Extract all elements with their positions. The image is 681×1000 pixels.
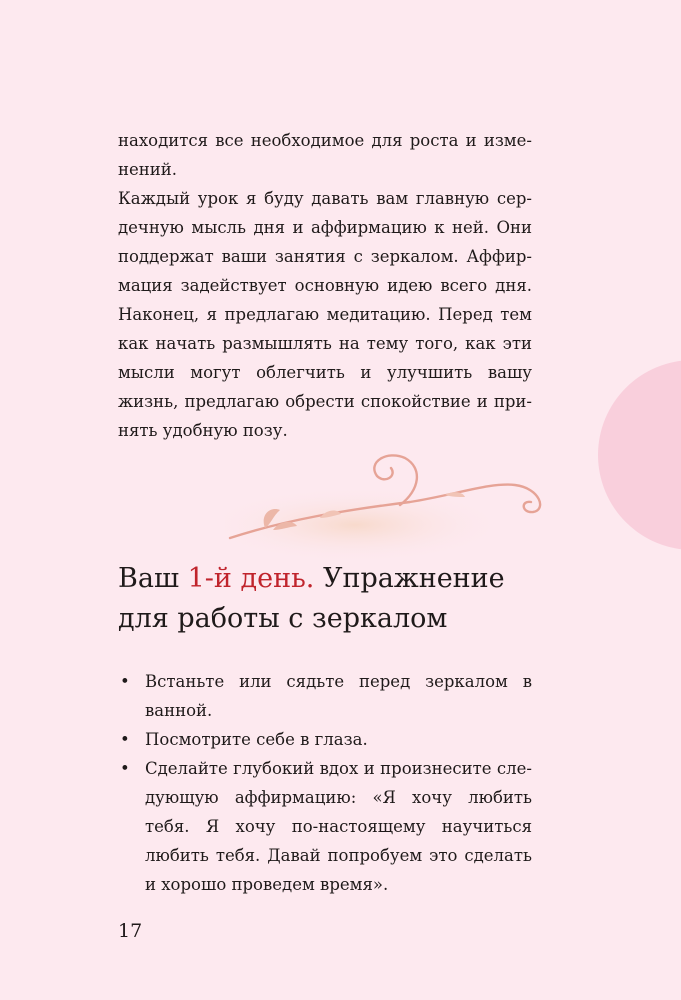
exercise-steps-list	[118, 667, 532, 899]
body-text	[118, 126, 532, 445]
list-item-text: Посмотрите себе в глаза.	[145, 730, 368, 749]
paragraph: находится все необходимое для роста и изме-нений.	[118, 131, 532, 179]
list-item	[118, 667, 532, 725]
list-item-text: Встаньте или сядьте перед зеркалом в ванной.	[145, 672, 532, 720]
page-number: 17	[118, 920, 143, 942]
bullet-icon: •	[120, 759, 130, 778]
heading-line-1	[118, 559, 568, 599]
paragraph: Каждый урок я буду давать вам главную сер-дечную мысль дня и аффирмацию к ней. Они поддержат ваши занятия с зеркалом. Аффир-мация задействует основную идею всего дня. Наконец, я предлагаю медитацию. Перед тем как начать размышлять на тему того, как эти мысли могут облегчить и улучшить вашу жизнь, предлагаю обрести спокойствие и при-нять удобную позу.	[118, 189, 532, 440]
bullet-icon: •	[120, 672, 130, 691]
heading-line-2: для работы с зеркалом	[118, 603, 448, 634]
heading-prefix: Ваш	[118, 563, 188, 594]
list-item	[118, 754, 532, 899]
swirl-vine-ornament	[225, 440, 565, 565]
decorative-circle	[598, 360, 681, 550]
section-heading	[118, 559, 568, 639]
heading-line1-rest: Упражнение	[314, 563, 505, 594]
heading-day-accent: 1-й день.	[187, 563, 315, 594]
bullet-icon: •	[120, 730, 130, 749]
list-item-text: Сделайте глубокий вдох и произнесите сле-дующую аффирмацию: «Я хочу любить тебя. Я хочу по-настоящему научиться любить тебя. Давай попробуем это сделать и хорошо проведем время».	[145, 759, 532, 894]
list-item	[118, 725, 532, 754]
